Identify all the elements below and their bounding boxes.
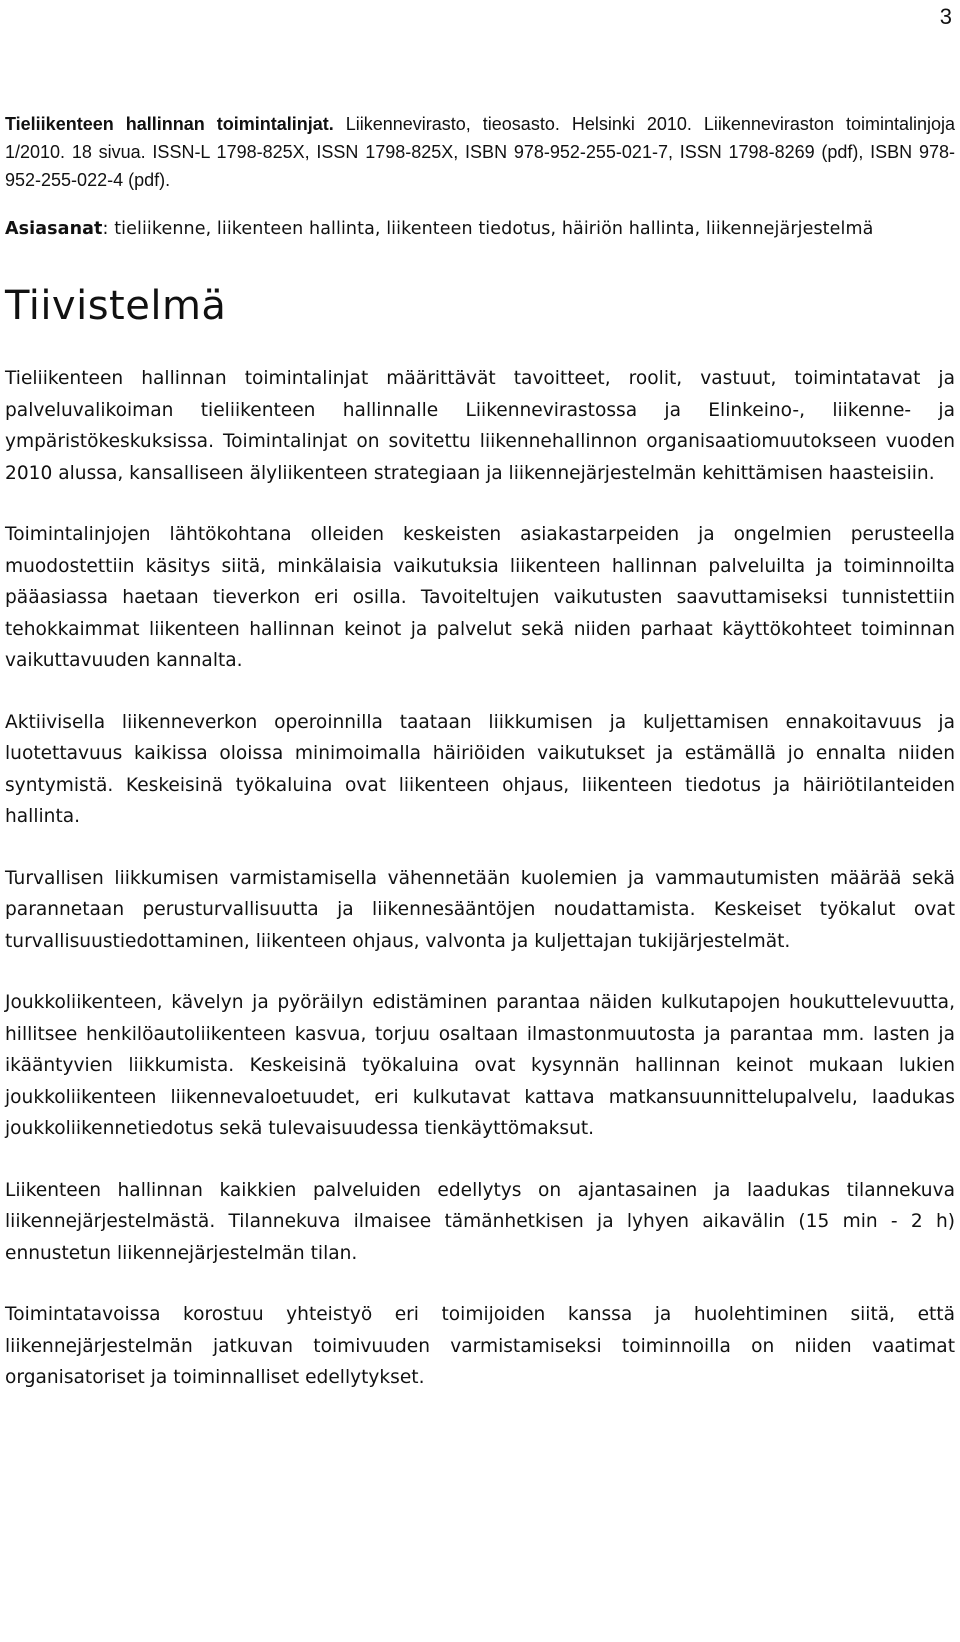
bibliography-title: Tieliikenteen hallinnan toimintalinjat. — [5, 114, 334, 134]
keywords-label: Asiasanat — [5, 219, 103, 239]
abstract-paragraph: Tieliikenteen hallinnan toimintalinjat määrittävät tavoitteet, roolit, vastuut, toimintatavat ja palveluvalikoiman tieliikenteen hallinnalle Liikennevirastossa ja Elinkeino-, liikenne- ja ympäristökeskuksissa. Toimintalinjat on sovitettu liikennehallinnon organisaatiomuutokseen vuoden 2010 alussa, kansalliseen älyliikenteen strategiaan ja liikennejärjestelmän kehittämisen haasteisiin. — [5, 368, 955, 484]
abstract-paragraph: Aktiivisella liikenneverkon operoinnilla taataan liikkumisen ja kuljettamisen ennakoitavuus ja luotettavuus kaikissa oloissa minimoimalla häiriöiden vaikutukset ja estämällä jo ennalta niiden syntymistä. Keskeisinä työkaluina ovat liikenteen ohjaus, liikenteen tiedotus ja häiriötilanteiden hallinta. — [5, 711, 955, 827]
document-body — [5, 110, 955, 1424]
abstract-heading: Tiivistelmä — [5, 283, 227, 329]
keywords — [5, 214, 955, 245]
abstract-paragraph: Toimintalinjojen lähtökohtana olleiden keskeisten asiakastarpeiden ja ongelmien perusteella muodostettiin käsitys siitä, minkälaisia vaikutuksia liikenteen hallinnan palveluilta ja toiminnoilta pääasiassa haetaan tieverkon eri osilla. Tavoiteltujen vaikutusten saavuttamiseksi tunnistettiin tehokkaimmat liikenteen hallinnan keinot ja palvelut sekä niiden parhaat käyttökohteet toiminnan vaikuttavuuden kannalta. — [5, 524, 955, 671]
abstract-paragraph: Turvallisen liikkumisen varmistamisella vähennetään kuolemien ja vammautumisten määrää sekä parannetaan perusturvallisuutta ja liikennesääntöjen noudattamista. Keskeiset työkalut ovat turvallisuustiedottaminen, liikenteen ohjaus, valvonta ja kuljettajan tukijärjestelmät. — [5, 867, 955, 952]
bibliography — [5, 110, 955, 194]
abstract-paragraph: Liikenteen hallinnan kaikkien palveluiden edellytys on ajantasainen ja laadukas tilannekuva liikennejärjestelmästä. Tilannekuva ilmaisee tämänhetkisen ja lyhyen aikavälin (15 min - 2 h) ennustetun liikennejärjestelmän tilan. — [5, 1179, 955, 1264]
page-number: 3 — [939, 4, 952, 29]
abstract-paragraph: Toimintatavoissa korostuu yhteistyö eri toimijoiden kanssa ja huolehtiminen siitä, että liikennejärjestelmän jatkuvan toimivuuden varmistamiseksi toiminnoilla on niiden vaatimat organisatoriset ja toiminnalliset edellytykset. — [5, 1304, 955, 1388]
bibliography-details: Liikennevirasto, tieosasto. Helsinki 2010. Liikenneviraston toimintalinjoja 1/2010. 18 sivua. ISSN-L 1798-825X, ISSN 1798-825X, ISBN 978-952-255-021-7, ISSN 1798-8269 (pdf), ISBN 978-952-255-022-4 (pdf). — [5, 114, 956, 190]
keywords-text: : tieliikenne, liikenteen hallinta, liikenteen tiedotus, häiriön hallinta, liikennejärjestelmä — [102, 219, 874, 239]
abstract-paragraph: Joukkoliikenteen, kävelyn ja pyöräilyn edistäminen parantaa näiden kulkutapojen houkuttelevuutta, hillitsee henkilöautoliikenteen kasvua, torjuu osaltaan ilmastonmuutosta ja parantaa mm. lasten ja ikääntyvien liikkumista. Keskeisinä työkaluina ovat kysynnän hallinnan keinot mukaan lukien joukkoliikenteen liikennevaloetuudet, eri kulkutavat kattava matkansuunnittelupalvelu, laadukas joukkoliikennetiedotus sekä tulevaisuudessa tienkäyttömaksut. — [5, 992, 955, 1139]
